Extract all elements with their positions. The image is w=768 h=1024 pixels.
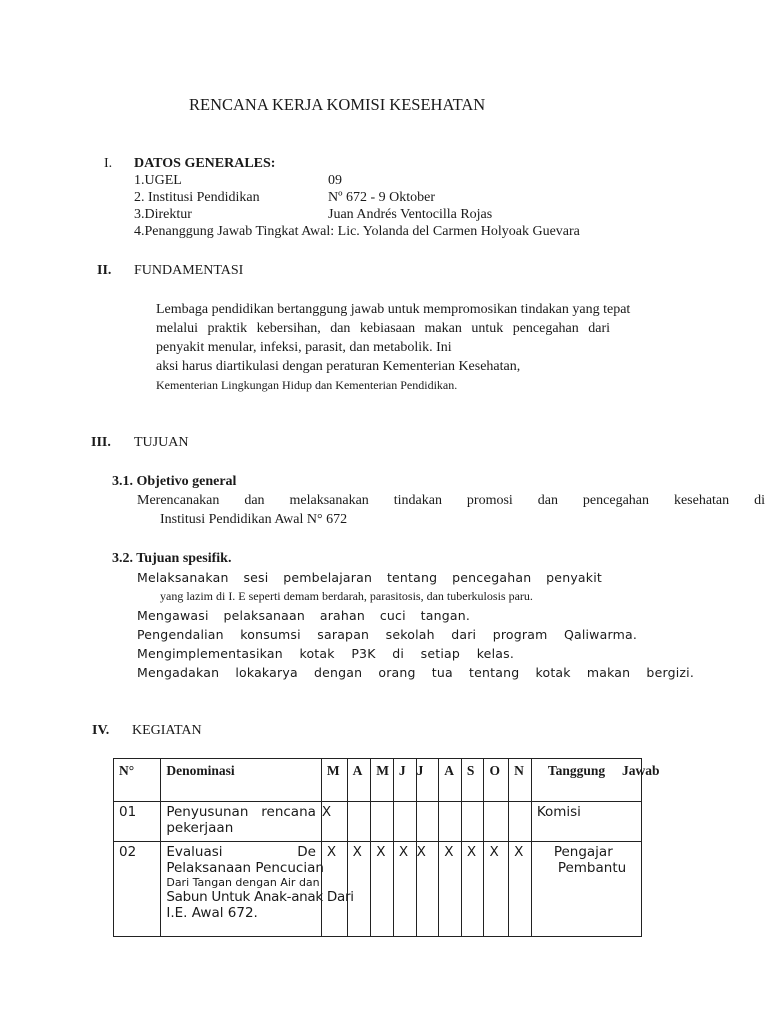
objective-specific-line-1: Melaksanakan sesi pembelajaran tentang pencegahan penyakit [137,570,602,585]
row-2-denominasi-line-3: Dari Tangan dengan Air dan [166,876,320,889]
objective-general-line-1: Merencanakan dan melaksanakan tindakan promosi dan pencegahan kesehatan di [137,493,765,508]
header-month-m2: M [371,759,394,802]
fundamentasi-line-5: Kementerian Lingkungan Hidup dan Kementerian Pendidikan. [156,378,458,392]
row-1-denominasi [161,802,322,842]
row-2-mark: X [509,842,532,937]
objective-specific-line-1b: yang lazim di I. E seperti demam berdarah, parasitosis, dan tuberkulosis paru. [160,589,533,603]
responsible-line: 4.Penanggung Jawab Tingkat Awal: Lic. Yolanda del Carmen Holyoak Guevara [134,224,580,239]
row-1-empty [393,802,416,842]
objective-general-line-2: Institusi Pendidikan Awal N° 672 [160,512,348,527]
objective-specific-item-2: Pengendalian konsumsi sarapan sekolah dari program Qaliwarma. [137,627,637,642]
row-1-empty [461,802,484,842]
row-1-mark: X [321,802,347,842]
row-1-number: 01 [114,802,161,842]
row-2-mark: X [371,842,394,937]
row-2-mark: X [439,842,462,937]
table-row [114,842,642,937]
objective-specific-item-4: Mengadakan lokakarya dengan orang tua tentang kotak makan bergizi. [137,665,694,680]
row-2-mark: X [416,842,439,937]
section-4-number: IV. [92,723,110,738]
institution-value: Nº 672 - 9 Oktober [328,190,435,205]
row-2-responsible [531,842,641,937]
row-2-denominasi-text-1: Evaluasi [166,844,223,860]
fundamentasi-line-3: penyakit menular, infeksi, parasit, dan metabolik. Ini [156,340,452,355]
header-no: N° [114,759,161,802]
header-month-o: O [484,759,509,802]
header-month-a2: A [439,759,462,802]
row-2-mark: X [484,842,509,937]
row-2-number: 02 [114,842,161,937]
row-2-mark: X [393,842,416,937]
ugel-value: 09 [328,173,342,188]
header-month-j: J [393,759,416,802]
header-month-j2: J [416,759,439,802]
fundamentasi-line-1: Lembaga pendidikan bertanggung jawab untuk mempromosikan tindakan yang tepat [156,302,631,317]
objective-specific-item-3: Mengimplementasikan kotak P3K di setiap kelas. [137,646,514,661]
page-title: RENCANA KERJA KOMISI KESEHATAN [189,95,486,114]
row-1-empty [509,802,532,842]
institution-label: 2. Institusi Pendidikan [134,190,260,205]
section-2-heading: FUNDAMENTASI [134,263,244,278]
row-2-denominasi-line-4: Sabun Untuk Anak-anak Dari [166,889,354,905]
row-2-mark: X [461,842,484,937]
section-1-number: I. [104,156,113,171]
table-header-row [114,759,642,802]
header-month-s: S [461,759,484,802]
header-responsible: Tanggung Jawab [531,759,641,802]
row-1-empty [439,802,462,842]
header-denominasi: Denominasi [161,759,322,802]
row-2-denominasi-line-1 [166,844,316,860]
section-2-number: II. [97,263,112,278]
director-label: 3.Direktur [134,207,192,222]
fundamentasi-line-2: melalui praktik kebersihan, dan kebiasaan makan untuk pencegahan dari [156,321,610,336]
table-row [114,802,642,842]
row-1-empty [347,802,371,842]
fundamentasi-line-4: aksi harus diartikulasi dengan peraturan Kementerian Kesehatan, [156,359,521,374]
row-1-empty [371,802,394,842]
header-month-a: A [347,759,371,802]
row-1-denominasi-line-1: Penyusunan rencana [166,804,316,820]
section-1-heading: DATOS GENERALES: [134,156,276,171]
row-1-empty [484,802,509,842]
objective-specific-item-1: Mengawasi pelaksanaan arahan cuci tangan. [137,608,470,623]
director-value: Juan Andrés Ventocilla Rojas [328,207,493,222]
row-2-responsible-line-1: Pengajar [553,844,613,860]
objective-specific-heading: 3.2. Tujuan spesifik. [112,551,232,566]
row-2-denominasi-line-2: Pelaksanaan Pencucian [166,860,324,876]
section-3-number: III. [91,435,111,450]
row-1-responsible: Komisi [531,802,641,842]
row-2-mark: X [347,842,371,937]
row-1-empty [416,802,439,842]
section-4-heading: KEGIATAN [132,723,202,738]
row-2-denominasi-line-5: I.E. Awal 672. [166,905,258,921]
activities-table [113,758,660,937]
row-2-denominasi [161,842,354,937]
header-month-n: N [509,759,532,802]
row-2-denominasi-text-1b: De [297,844,316,860]
objective-general-heading: 3.1. Objetivo general [112,474,237,489]
ugel-label: 1.UGEL [134,173,182,188]
row-1-denominasi-line-2: pekerjaan [166,820,234,836]
header-month-m: M [321,759,347,802]
row-2-mark: X [321,842,347,937]
row-2-responsible-line-2: Pembantu [557,860,627,876]
section-3-heading: TUJUAN [134,435,189,450]
